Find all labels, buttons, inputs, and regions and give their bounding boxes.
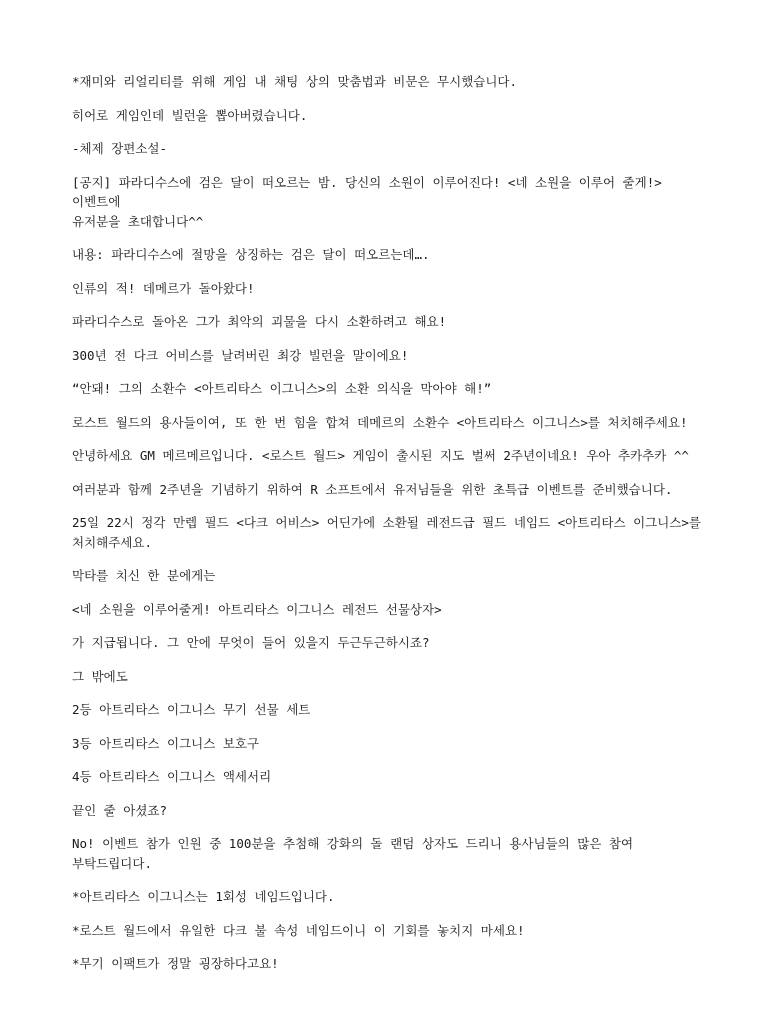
story-tagline: 히어로 게임인데 빌런을 뽑아버렸습니다. xyxy=(72,107,308,123)
paragraph: 300년 전 다크 어비스를 날려버린 최강 빌런을 말이에요! xyxy=(72,347,409,363)
paragraph: 가 지급됩니다. 그 안에 무엇이 들어 있을지 두근두근하시죠? xyxy=(72,635,430,650)
paragraph: 여러분과 함께 2주년을 기념하기 위하여 R 소프트에서 유저님들을 위한 초특급 이벤트를 준비했습니다. xyxy=(72,481,673,497)
paragraph: 그 밖에도 xyxy=(72,668,128,684)
paragraph: 끝인 줄 아셨죠? xyxy=(72,802,168,818)
footnote: *아트리타스 이그니스는 1회성 네임드입니다. xyxy=(72,889,335,904)
footnote: *무기 이팩트가 정말 굉장하다고요! xyxy=(72,956,279,971)
first-prize: <네 소원을 이루어줄게! 아트리타스 이그니스 레전드 선물상자> xyxy=(72,601,442,617)
notice-heading: [공지] 파라디수스에 검은 달이 떠오르는 밤. 당신의 소원이 이루어진다! <네 소원을 이루어 줄게!> 이벤트에 유저분을 초대합니다^^ xyxy=(72,174,662,229)
bonus-raffle: No! 이벤트 참가 인원 중 100분을 추첨해 강화의 돌 랜덤 상자도 드리니 용사님들의 많은 참여 부탁드립디다. xyxy=(72,836,641,871)
prize-item: 4등 아트리타스 이그니스 액세서리 xyxy=(72,769,272,784)
quote-line: “안돼! 그의 소환수 <아트리타스 이그니스>의 소환 의식을 막아야 해!” xyxy=(72,381,492,396)
paragraph: 인류의 적! 데메르가 돌아왔다! xyxy=(72,280,255,296)
disclaimer-note: *재미와 리얼리티를 위해 게임 내 채팅 상의 맞춤법과 비문은 무시했습니다. xyxy=(72,74,518,89)
paragraph: 파라디수스로 돌아온 그가 최악의 괴물을 다시 소환하려고 해요! xyxy=(72,314,447,329)
gm-greeting: 안녕하세요 GM 메르메르입니다. <로스트 월드> 게임이 출시된 지도 벌써 2주년이네요! 우아 추카추카 ^^ xyxy=(72,448,689,463)
paragraph: 로스트 월드의 용사들이여, 또 한 번 힘을 합쳐 데메르의 소환수 <아트리타스 이그니스>를 처치해주세요! xyxy=(72,414,688,430)
paragraph: 막타를 치신 한 분에게는 xyxy=(72,568,216,583)
author-line: -체제 장편소설- xyxy=(72,141,168,156)
document-body xyxy=(72,72,702,988)
footnote: *로스트 월드에서 유일한 다크 불 속성 네임드이니 이 기회를 놓치지 마세요! xyxy=(72,922,525,938)
prize-item: 2등 아트리타스 이그니스 무기 선물 세트 xyxy=(72,702,311,717)
prize-item: 3등 아트리타스 이그니스 보호구 xyxy=(72,735,260,751)
notice-content: 내용: 파라디수스에 절망을 상징하는 검은 달이 떠오르는데…. xyxy=(72,247,430,262)
event-schedule: 25일 22시 정각 만렙 필드 <다크 어비스> 어딘가에 소환될 레전드급 필드 네임드 <아트리타스 이그니스>를 처치해주세요. xyxy=(72,515,701,550)
